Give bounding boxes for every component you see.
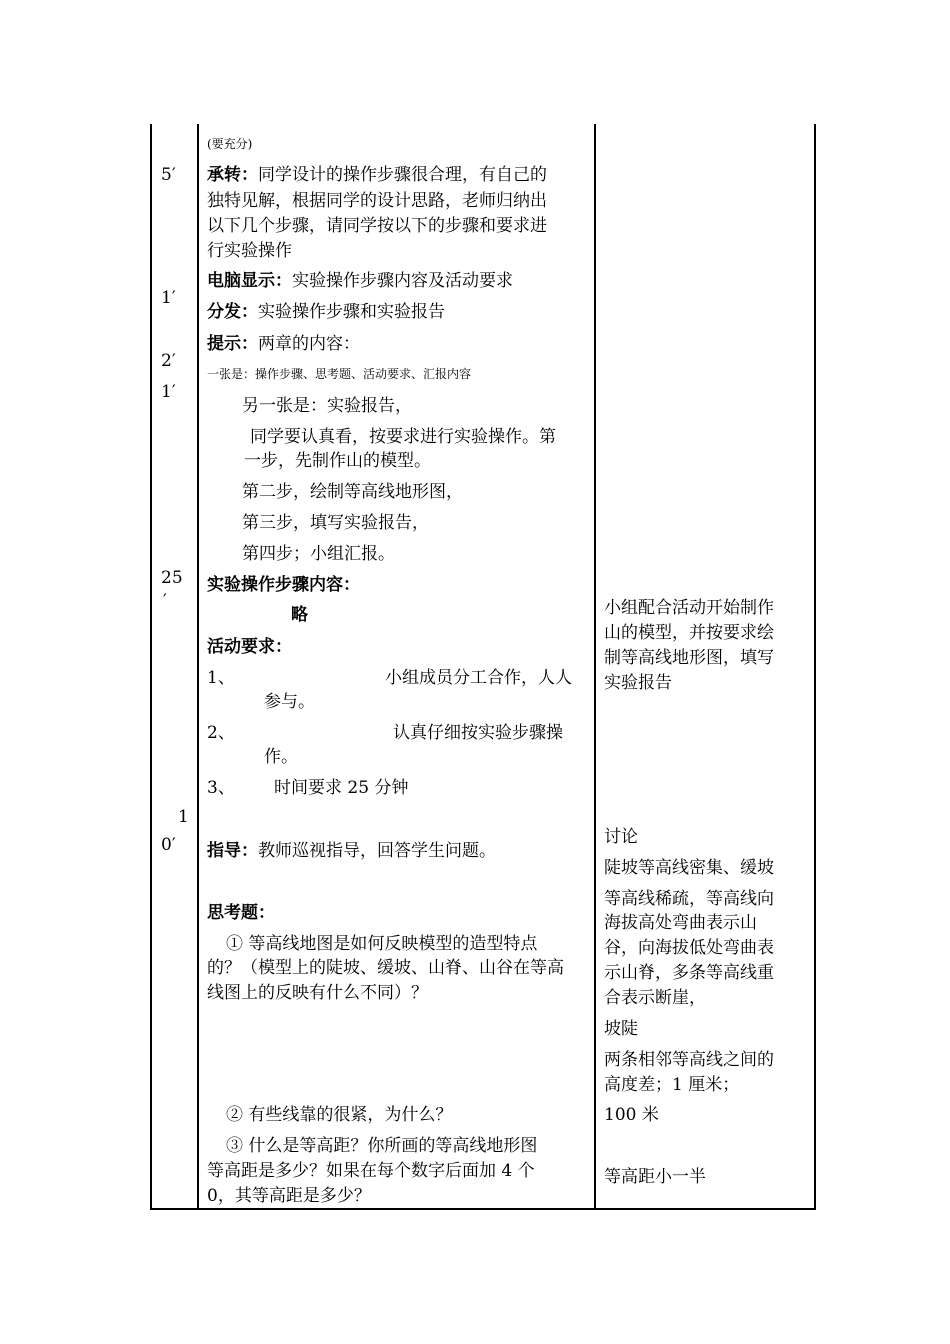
hint-label: 提示： [207,334,258,354]
step-two: 第二步，绘制等高线地形图， [242,482,463,502]
question-1-line-1: ① 等高线地图是如何反映模型的造型特点 [226,934,538,954]
req-1-cont: 参与。 [264,692,315,712]
transition-line-2: 独特见解，根据同学的设计思路，老师归纳出 [207,191,547,211]
distribute-line [207,301,445,323]
student-answer-6: 合表示断崖， [604,988,706,1008]
questions-heading: 思考题： [207,903,275,923]
req-1-text: 小组成员分工合作，人人 [385,668,572,688]
student-answer-5: 示山脊，多条等高线重 [604,963,774,983]
req-2-text: 认真仔细按实验步骤操 [393,723,563,743]
student-interval-2: 高度差；1 厘米； [604,1075,740,1095]
table-border-left [150,124,152,1210]
time-25min: 25 [161,568,183,588]
note-sufficient: (要充分) [207,137,253,151]
question-1-line-2: 的？（模型上的陡坡、缓坡、山脊、山谷在等高 [207,958,564,978]
time-1min-b: 1′ [161,382,176,402]
question-3-line-3: 0，其等高距是多少？ [207,1186,371,1206]
req-2-cont: 作。 [264,747,298,767]
guidance-label: 指导： [207,841,258,861]
transition-line-4: 行实验操作 [207,241,292,261]
time-1min-a: 1′ [161,288,176,308]
table-border-bottom [150,1208,815,1210]
step-three: 第三步，填写实验报告， [242,513,429,533]
student-activity-3: 制等高线地形图，填写 [604,648,774,668]
student-answer-3: 海拔高处弯曲表示山 [604,913,757,933]
question-3-line-1: ③ 什么是等高距？你所画的等高线地形图 [226,1136,538,1156]
time-5min: 5′ [161,165,176,185]
hint-text: 两章的内容： [258,334,360,354]
procedure-heading: 实验操作步骤内容： [207,575,360,595]
student-activity-4: 实验报告 [604,673,672,693]
table-border-col1 [197,124,199,1210]
student-activity-1: 小组配合活动开始制作 [604,598,774,618]
hint-line [207,333,360,355]
sheet-one-note: 一张是：操作步骤、思考题、活动要求、汇报内容 [207,367,472,381]
distribute-label: 分发： [207,302,258,322]
time-10min-b: 0′ [161,835,176,855]
step-four: 第四步；小组汇报。 [242,544,395,564]
student-activity-2: 山的模型，并按要求绘 [604,623,774,643]
student-steep: 坡陡 [604,1019,638,1039]
req-3-text: 时间要求 25 分钟 [274,778,409,798]
table-border-col2 [594,124,596,1210]
guidance-text: 教师巡视指导，回答学生问题。 [258,841,496,861]
computer-display-line [207,270,513,292]
question-1-line-3: 线图上的反映有什么不同）？ [207,983,428,1003]
student-interval-1: 两条相邻等高线之间的 [604,1050,774,1070]
requirements-heading: 活动要求： [207,637,292,657]
computer-display-label: 电脑显示： [207,271,292,291]
step-intro-1: 同学要认真看，按要求进行实验操作。第 [250,427,556,447]
student-answer-1: 陡坡等高线密集、缓坡 [604,858,774,878]
transition-text-1: 同学设计的操作步骤很合理，有自己的 [258,165,547,185]
table-border-right [814,124,816,1210]
student-answer-4: 谷，向海拔低处弯曲表 [604,938,774,958]
transition-label: 承转： [207,165,258,185]
time-25min-mark: ′ [163,591,167,611]
student-discuss: 讨论 [604,827,638,847]
transition-line-1 [207,164,547,186]
student-answer-2: 等高线稀疏，等高线向 [604,889,774,909]
time-2min: 2′ [161,351,176,371]
question-2: ② 有些线靠的很紧，为什么？ [226,1105,453,1125]
req-3-number: 3、 [207,778,235,798]
student-half: 等高距小一半 [604,1167,706,1187]
transition-line-3: 以下几个步骤，请同学按以下的步骤和要求进 [207,216,547,236]
question-3-line-2: 等高距是多少？如果在每个数字后面加 4 个 [207,1161,535,1181]
time-10min-a: 1 [178,807,189,827]
step-intro-2: 一步，先制作山的模型。 [244,451,431,471]
sheet-two-note: 另一张是：实验报告， [242,396,412,416]
req-2-number: 2、 [207,723,235,743]
student-100m: 100 米 [604,1105,659,1125]
distribute-text: 实验操作步骤和实验报告 [258,302,445,322]
computer-display-text: 实验操作步骤内容及活动要求 [292,271,513,291]
req-1-number: 1、 [207,668,235,688]
procedure-omitted: 略 [291,605,308,625]
guidance-line [207,840,496,862]
